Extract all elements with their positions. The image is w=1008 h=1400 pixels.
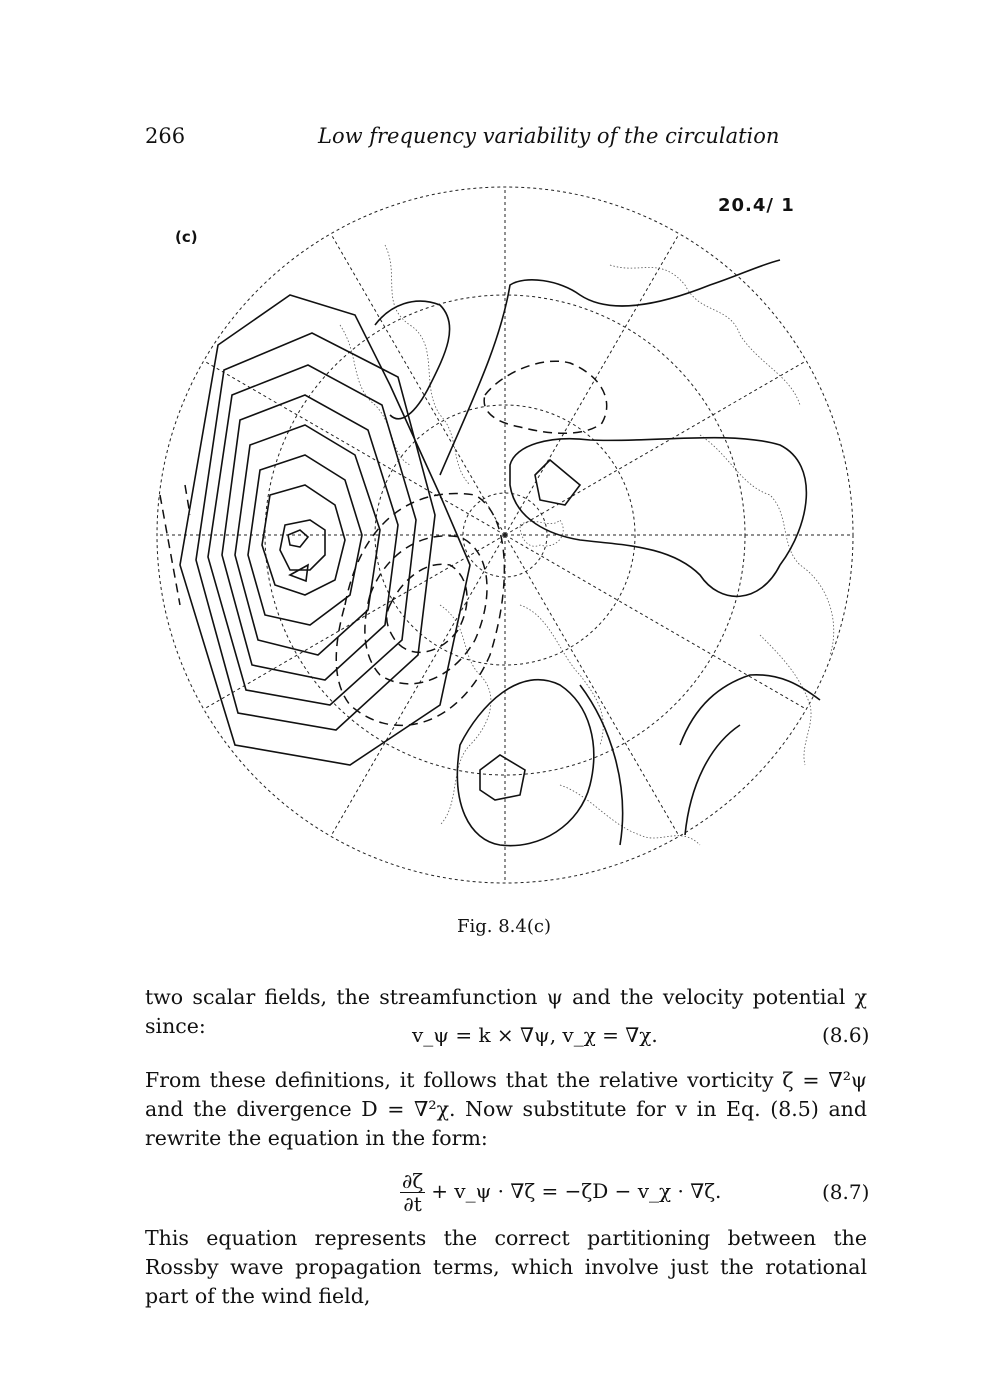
figure-map-code: 20.4/ 1 [718, 195, 795, 216]
contour-southeast-2 [685, 725, 740, 835]
contour-eurasia-high [510, 438, 806, 597]
contour-arctic-ridge [440, 260, 780, 475]
contour-pacific-high [457, 680, 593, 846]
equation-8-7-rest: + v_ψ · ∇ζ = −ζD − v_χ · ∇ζ. [431, 1179, 722, 1203]
paragraph-3: This equation represents the correct partitioning between the Rossby wave propagation terms, which involve just the rotational part of the wind field, [145, 1226, 867, 1308]
contour-pacific-inner [480, 755, 525, 800]
contour-center-marker [290, 565, 308, 581]
contour-max-3 [262, 485, 345, 595]
contour-eurasia-inner [535, 460, 580, 505]
contour-max-8 [196, 333, 435, 730]
paragraph-1: two scalar fields, the streamfunction ψ and the velocity potential χ since: [145, 985, 867, 1038]
contour-max-1 [288, 530, 308, 547]
contour-min-north [484, 361, 607, 433]
figure-caption: Fig. 8.4(c) [457, 916, 551, 937]
solid-contours [180, 260, 820, 846]
equation-8-7-number: (8.7) [822, 1180, 870, 1204]
contour-max-6 [222, 395, 398, 680]
figure-panel-label: (c) [175, 228, 198, 246]
contour-min-central-2 [365, 536, 487, 684]
coastlines [340, 245, 834, 845]
contour-min-central-3 [336, 493, 504, 725]
map-grid [157, 187, 853, 883]
contour-south-link [580, 685, 623, 845]
contour-west-edge [160, 495, 180, 605]
equation-8-6-number: (8.6) [822, 1023, 870, 1047]
equation-8-7 [400, 1170, 721, 1215]
equation-8-7-denominator: ∂t [403, 1192, 422, 1216]
meridian-lines [157, 187, 853, 883]
contour-max-5 [235, 425, 380, 655]
polar-contour-map [140, 185, 870, 915]
equation-8-6: v_ψ = k × ∇ψ, v_χ = ∇χ. [412, 1023, 658, 1047]
contour-southeast [680, 675, 820, 745]
equation-8-7-fraction [400, 1170, 425, 1215]
equation-8-7-numerator: ∂ζ [402, 1169, 424, 1193]
page-number: 266 [145, 124, 186, 148]
running-head-title: Low frequency variability of the circulation [318, 124, 780, 148]
contour-north-lobe [375, 301, 450, 419]
running-head [0, 124, 1008, 154]
paragraph-2: From these definitions, it follows that the relative vorticity ζ = ∇²ψ and the divergence D = ∇²χ. Now substitute for v in Eq. (8.5) and rewrite the equation in the form: [145, 1068, 867, 1150]
